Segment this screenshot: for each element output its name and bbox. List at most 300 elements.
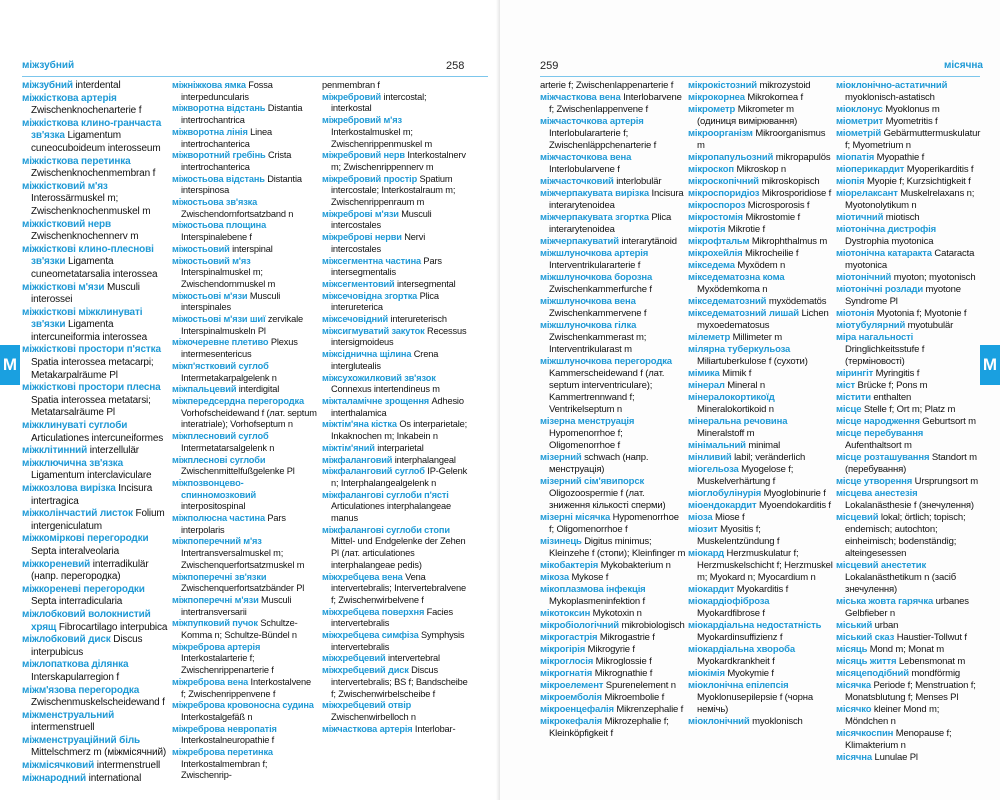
entry-headword: мінерал — [688, 380, 725, 391]
entry-headword: міжлобковий волокнистий хрящ — [22, 608, 151, 633]
dictionary-entry — [172, 314, 318, 337]
entry-translation: myoklonisch-astatisch — [845, 92, 935, 103]
header-rule-left — [22, 76, 488, 77]
dictionary-entry — [540, 512, 686, 536]
dictionary-entry — [172, 256, 318, 291]
entry-headword: мікростомія — [688, 212, 743, 223]
dictionary-entry — [22, 307, 168, 345]
entry-headword: міжкісткові простори п'ястка — [22, 344, 161, 356]
dictionary-entry — [688, 92, 834, 104]
entry-translation: Interlobularvene f — [549, 164, 620, 175]
entry-headword: міокардіальна хвороба — [688, 644, 795, 655]
dictionary-entry — [322, 724, 468, 736]
dictionary-entry — [688, 128, 834, 152]
dictionary-entry — [540, 296, 686, 320]
entry-headword: місячка — [836, 680, 871, 691]
entry-translation: Aufenthaltsort m — [845, 440, 912, 451]
entry-headword: міжлобковий диск — [22, 634, 111, 646]
entry-headword: міжчасточкова вена — [540, 152, 632, 163]
entry-translation: kleiner Mond m; Möndchen n — [845, 704, 940, 727]
entry-translation: intervertebral — [385, 653, 440, 664]
entry-translation: myotubulär — [905, 320, 954, 331]
dictionary-entry — [322, 291, 468, 314]
entry-headword: міжреброві нерви — [322, 232, 402, 243]
entry-translation: Incisura intertragica — [31, 483, 153, 507]
entry-translation: Mikrokornea f — [744, 92, 804, 103]
entry-translation: Interkostalnerv m; Zwischenrippennerv m — [331, 150, 466, 172]
dictionary-entry — [540, 80, 686, 92]
entry-translation: Myoglobinurie f — [761, 488, 826, 499]
entry-translation: Distantia intertrochantrica — [181, 103, 303, 126]
entry-translation: Incisura interarytenoidea — [549, 188, 684, 211]
dictionary-entry — [540, 536, 686, 560]
entry-translation: Spatia interossea metatarsi; Metatarsalräume Pl — [31, 394, 151, 419]
dictionary-entry — [836, 332, 982, 368]
entry-headword: мікроспороз — [688, 200, 746, 211]
dictionary-entry — [322, 572, 468, 607]
dictionary-entry — [540, 272, 686, 296]
entry-headword: міст — [836, 380, 856, 391]
entry-translation: Recessus intersigmoideus — [331, 325, 467, 348]
entry-headword: міжхребцева вена — [322, 571, 403, 582]
entry-translation: Miose f — [712, 512, 745, 523]
entry-translation: Myringitis f — [873, 368, 920, 379]
running-head-left: міжзубний — [22, 60, 75, 71]
entry-headword: міжтім'яна кістка — [322, 419, 397, 430]
entry-translation: Discus interpubicus — [31, 634, 143, 658]
entry-translation: interpositospinal — [181, 501, 246, 512]
right-column-2 — [688, 80, 834, 728]
entry-headword: міжпальцевий — [172, 384, 237, 395]
dictionary-entry — [322, 455, 468, 467]
entry-translation: Mikrometer m (одиниця вимірювання) — [697, 104, 798, 127]
dictionary-entry — [22, 659, 168, 684]
dictionary-entry — [322, 700, 468, 723]
dictionary-entry — [836, 80, 982, 104]
entry-headword: міокімія — [688, 668, 725, 679]
entry-translation: Spatia interossea metacarpi; Metakarpalräume Pl — [31, 357, 154, 381]
entry-headword: міжочеревне плетиво — [172, 337, 269, 348]
entry-translation: Muskelrelaxans n; Myotonolytikum n — [845, 188, 975, 211]
entry-translation: Mikrophthalmus m — [749, 236, 828, 247]
entry-translation: Adhesio interthalamica — [331, 395, 464, 418]
entry-translation: Myxödem n — [734, 260, 786, 271]
entry-headword: мікроспоридіоз — [688, 188, 760, 199]
entry-translation: interlobulär — [613, 176, 662, 187]
dictionary-entry — [322, 665, 468, 700]
entry-translation: intermenstruell — [31, 722, 95, 734]
dictionary-entry — [688, 488, 834, 500]
entry-headword: міоза — [688, 512, 713, 523]
entry-headword: мілеметр — [688, 332, 731, 343]
entry-translation: interparietal — [374, 442, 424, 453]
dictionary-entry — [688, 332, 834, 344]
entry-headword: міжменструальний — [22, 709, 115, 721]
entry-headword: містити — [836, 392, 871, 403]
entry-translation: interradikulär (напр. перегородка) — [31, 558, 149, 583]
entry-translation: Zwischendornfortsatzband n — [181, 208, 294, 219]
dictionary-entry — [322, 314, 468, 326]
entry-translation: Mikrogyrie f — [585, 644, 635, 655]
dictionary-entry — [688, 200, 834, 212]
dictionary-entry — [540, 476, 686, 512]
entry-translation: Ligamenta intercuneiformia interossea — [31, 319, 148, 343]
entry-headword: міотонія — [836, 308, 875, 319]
entry-headword: мінливий — [688, 452, 732, 463]
entry-headword: міжпередсердна перегородка — [172, 395, 304, 406]
entry-translation: Microsporosis f — [745, 200, 810, 211]
dictionary-entry — [688, 716, 834, 728]
dictionary-entry — [836, 668, 982, 680]
entry-headword: міжкореневий — [22, 558, 91, 570]
page-number-left: 258 — [446, 60, 465, 72]
entry-headword: міоглобулінурія — [688, 488, 762, 499]
entry-translation: Mikrosporidiose f — [759, 188, 832, 199]
entry-translation: Mykoplasmeninfektion f — [549, 596, 645, 607]
entry-headword: міжреброва невропатія — [172, 723, 277, 734]
entry-translation: minimal — [745, 440, 781, 451]
dictionary-entry — [22, 508, 168, 533]
entry-translation: mikropapulös — [773, 152, 831, 163]
entry-translation: Mond m; Monat m — [867, 644, 945, 655]
dictionary-entry — [322, 443, 468, 455]
entry-headword: міжкісткові м'язи — [22, 281, 105, 293]
entry-headword: міотонічна катаракта — [836, 248, 932, 259]
dictionary-entry — [172, 384, 318, 396]
entry-headword: місце утворення — [836, 476, 913, 487]
entry-translation: Ursprungsort m — [912, 476, 978, 487]
dictionary-entry — [540, 236, 686, 248]
entry-translation: Interlobarvene f; Zwischenlappenvene f — [549, 92, 682, 115]
dictionary-entry — [688, 464, 834, 488]
entry-translation: Interkostalvene f; Zwischenrippenvene f — [181, 676, 312, 699]
entry-translation: Zwischenkammervene f — [549, 308, 647, 319]
dictionary-entry — [688, 380, 834, 392]
entry-headword: міська жовта гарячка — [836, 596, 934, 607]
dictionary-entry — [172, 174, 318, 197]
entry-headword: міжсіднична щілина — [322, 349, 412, 360]
dictionary-entry — [22, 282, 168, 307]
entry-translation: Ligamentum cuneocuboideum interosseum — [31, 130, 161, 154]
entry-translation: Linea intertrochanterica — [181, 126, 273, 149]
entry-translation: zervikale Interspinalmuskeln Pl — [181, 314, 303, 336]
dictionary-entry — [836, 620, 982, 632]
entry-translation: Mikrocheilie f — [742, 248, 799, 259]
dictionary-entry — [540, 644, 686, 656]
entry-headword: міоклонус — [836, 104, 883, 115]
left-column-3 — [322, 80, 468, 735]
dictionary-entry — [540, 632, 686, 644]
dictionary-entry — [322, 209, 468, 232]
entry-translation: Facies intervertebralis — [331, 606, 453, 629]
entry-headword: мімика — [688, 368, 720, 379]
entry-translation: Vorhofscheidewand f (лат. septum interatriale); Vorhofseptum n — [181, 407, 317, 430]
dictionary-entry — [688, 584, 834, 596]
entry-headword: міжпоперечний м'яз — [172, 536, 262, 547]
right-page — [500, 0, 1000, 800]
entry-headword: міжчерпакувата вирізка — [540, 188, 649, 199]
entry-headword: міжчерпакуватий — [540, 236, 619, 247]
entry-translation: interphalangeal — [392, 454, 456, 465]
dictionary-entry — [172, 618, 318, 641]
entry-headword: мікротія — [688, 224, 726, 235]
entry-translation: Zwischenknochennerv m — [31, 231, 139, 243]
dictionary-entry — [836, 512, 982, 560]
entry-translation: Mikrostomie f — [742, 212, 800, 223]
dictionary-entry — [22, 118, 168, 156]
entry-translation: mikroskopisch — [758, 176, 820, 187]
entry-headword: міотубулярний — [836, 320, 906, 331]
entry-headword: міорелаксант — [836, 188, 898, 199]
dictionary-entry — [688, 164, 834, 176]
entry-headword: міокардіальна недостатність — [688, 620, 822, 631]
dictionary-entry — [540, 584, 686, 608]
dictionary-entry — [836, 104, 982, 116]
entry-headword: міоперикардит — [836, 164, 905, 175]
entry-headword: міжшлуночкова вена — [540, 296, 636, 307]
entry-headword: міжколінчастий листок — [22, 508, 133, 520]
dictionary-entry — [22, 445, 168, 458]
entry-translation: Pars intersegmentalis — [331, 255, 442, 278]
entry-translation: Mikroorganismus m — [697, 128, 826, 151]
dictionary-entry — [22, 685, 168, 710]
dictionary-entry — [836, 560, 982, 596]
dictionary-entry — [22, 80, 168, 93]
entry-translation: intermenstruell — [94, 760, 161, 772]
entry-headword: міжворотна відстань — [172, 103, 266, 114]
entry-headword: місячкоспин — [836, 728, 894, 739]
entry-translation: Miliartuberkulose f (сухоти) — [697, 356, 808, 367]
entry-headword: міжключична зв'язка — [22, 457, 124, 469]
entry-translation: urban — [872, 620, 899, 631]
entry-translation: Stelle f; Ort m; Platz m — [861, 404, 956, 415]
dictionary-entry — [172, 80, 318, 103]
entry-translation: Myokymie f — [724, 668, 774, 679]
entry-translation: Plica interureterica — [331, 290, 439, 313]
entry-translation: Septa interalveolaria — [31, 545, 120, 557]
entry-headword: мікоза — [540, 572, 569, 583]
dictionary-entry — [540, 692, 686, 704]
entry-headword: міжкісткові міжклинуваті зв'язки — [22, 306, 143, 331]
entry-translation: myoton; myotonisch — [891, 272, 976, 283]
entry-headword: міжкоміркові перегородки — [22, 533, 149, 545]
dictionary-entry — [688, 188, 834, 200]
entry-translation: Cataracta myotonica — [845, 248, 975, 271]
entry-headword: міжкістковий м'яз — [22, 180, 108, 192]
entry-headword: міжп'ястковий суглоб — [172, 360, 269, 371]
entry-translation: Myokardkrankheit f — [697, 656, 775, 667]
entry-translation: Interkostalmuskel m; Zwischenrippenmuskel m — [331, 126, 433, 149]
dictionary-entry — [322, 525, 468, 572]
thumb-index-tab-right: M — [980, 345, 1000, 385]
dictionary-entry — [688, 308, 834, 332]
entry-translation: urbanes Gelbfieber n — [845, 596, 969, 619]
dictionary-entry — [836, 320, 982, 332]
thumb-index-tab-left: M — [0, 345, 20, 385]
entry-translation: Spurenelement n — [603, 680, 676, 691]
entry-headword: міський — [836, 620, 873, 631]
dictionary-entry — [322, 466, 468, 489]
entry-headword: міжхребцева поверхня — [322, 606, 425, 617]
dictionary-entry — [172, 431, 318, 454]
entry-headword: міжостьова площина — [172, 220, 267, 231]
entry-translation: Mykobakterium n — [598, 560, 671, 571]
dictionary-entry — [22, 609, 168, 634]
entry-headword: міжм'язова перегородка — [22, 684, 140, 696]
dictionary-entry — [172, 455, 318, 478]
entry-headword: міжостьовий м'яз — [172, 255, 251, 266]
entry-headword: міжкістковий нерв — [22, 218, 112, 230]
entry-translation: Musculi interossei — [31, 281, 140, 306]
entry-headword: міжклинуваті суглоби — [22, 420, 128, 432]
entry-headword: міжчасточкова артерія — [540, 116, 644, 127]
entry-headword: міжчасткова артерія — [322, 723, 413, 734]
dictionary-entry — [172, 127, 318, 150]
entry-headword: міжшлуночкова перегородка — [540, 356, 672, 367]
entry-translation: Myoendokarditis f — [756, 500, 831, 511]
dictionary-entry — [172, 595, 318, 618]
entry-translation: schwach (напр. менструація) — [549, 452, 649, 475]
entry-headword: місяць — [836, 644, 868, 655]
dictionary-entry — [172, 197, 318, 220]
entry-translation: Mittelschmerz m (міжмісячний) — [31, 747, 167, 759]
entry-translation: Ligamentum interclaviculare — [31, 470, 152, 482]
dictionary-entry — [172, 103, 318, 126]
dictionary-entry — [836, 728, 982, 752]
dictionary-entry — [322, 630, 468, 653]
entry-translation: Os interparietale; Inkaknochen m; Inkabein n — [331, 419, 468, 442]
entry-headword: місце перебування — [836, 428, 924, 439]
dictionary-entry — [836, 368, 982, 380]
entry-headword: мізерна менструація — [540, 416, 635, 427]
entry-translation: Oligozoospermie f (лат. зниження кількості сперми) — [549, 488, 666, 511]
entry-headword: міоклонічна епілепсія — [688, 680, 789, 691]
entry-translation: Periode f; Menstruation f; Monatsblutung f; Menses Pl — [845, 680, 976, 703]
dictionary-entry — [836, 116, 982, 128]
dictionary-entry — [22, 244, 168, 282]
dictionary-entry — [836, 404, 982, 416]
entry-translation: Intertransversalmuskel m; Zwischenquerfortsatzmuskel m — [181, 548, 305, 570]
dictionary-entry — [836, 380, 982, 392]
entry-translation: Brücke f; Pons m — [855, 380, 928, 391]
dictionary-entry — [172, 677, 318, 700]
entry-headword: мікрогастрія — [540, 632, 598, 643]
entry-translation: myxödematös — [766, 296, 827, 307]
entry-translation: Myokarditis f — [734, 584, 789, 595]
dictionary-entry — [540, 116, 686, 152]
entry-translation: Mikrotie f — [725, 224, 765, 235]
dictionary-entry — [172, 396, 318, 431]
entry-headword: мінімальний — [688, 440, 746, 451]
entry-translation: Myometritis f — [883, 116, 938, 127]
entry-translation: Mikrogastrie f — [597, 632, 655, 643]
dictionary-entry — [540, 680, 686, 692]
entry-translation: Interspinalebene f — [181, 232, 252, 243]
entry-headword: міжкозлова вирізка — [22, 483, 116, 494]
entry-headword: місячко — [836, 704, 872, 715]
dictionary-entry — [836, 212, 982, 224]
entry-translation: intersegmental — [394, 278, 456, 289]
dictionary-entry — [836, 392, 982, 404]
entry-headword: місяцеподібний — [836, 668, 909, 679]
dictionary-entry — [172, 478, 318, 513]
entry-translation: Zwischenkammerast m; Interventrikularast m — [549, 332, 647, 355]
entry-headword: мікропапульозний — [688, 152, 774, 163]
entry-translation: Septa interradicularia — [31, 596, 123, 608]
dictionary-entry — [540, 248, 686, 272]
entry-headword: міжребровий простір — [322, 173, 418, 184]
dictionary-entry — [172, 291, 318, 314]
entry-translation: enthalten — [870, 392, 912, 403]
entry-translation: Myopie f; Kurzsichtigkeit f — [864, 176, 971, 187]
entry-translation: Herzmuskulatur f; Herzmuskelschicht f; Herzmuskel m; Myokard n; Myocardium n — [697, 548, 833, 583]
entry-translation: Interlobar- — [412, 723, 456, 734]
entry-translation: interzellulär — [87, 445, 139, 457]
running-head-right: місячна — [944, 60, 983, 71]
entry-translation: Mikrognathie f — [592, 668, 653, 679]
entry-translation: Mikrozephalie f; Kleinköpfigkeit f — [549, 716, 669, 739]
entry-translation: Myxödemkoma n — [697, 284, 768, 295]
entry-translation: myoklonisch — [749, 716, 803, 727]
entry-headword: міжменструаційний біль — [22, 734, 141, 746]
entry-headword: міжсечовідний — [322, 314, 389, 325]
dictionary-entry — [22, 735, 168, 760]
dictionary-entry — [836, 308, 982, 320]
entry-headword: міопія — [836, 176, 865, 187]
entry-translation: Gebärmuttermuskulatur f; Myometrium n — [845, 128, 981, 151]
entry-headword: міжлопаткова ділянка — [22, 659, 129, 671]
dictionary-entry — [322, 490, 468, 525]
entry-headword: міжреброва кровоносна судина — [172, 700, 314, 711]
entry-headword: міжчасточковий — [540, 176, 614, 187]
entry-headword: міжніжкова ямка — [172, 80, 246, 90]
entry-headword: міоендокардит — [688, 500, 757, 511]
dictionary-entry — [22, 344, 168, 382]
entry-headword: міжпоперечні зв'язки — [172, 571, 267, 582]
dictionary-entry — [688, 248, 834, 260]
entry-translation: Mikrenzephalie f — [613, 704, 684, 715]
entry-translation: Interkostalmembran f; Zwischenrip- — [181, 758, 268, 781]
entry-translation: Myokardinsuffizienz f — [697, 632, 783, 643]
entry-headword: міжкісткові простори плесна — [22, 382, 161, 394]
entry-headword: міжостьові м'язи — [172, 290, 248, 301]
dictionary-entry — [540, 608, 686, 620]
dictionary-entry — [172, 361, 318, 384]
dictionary-entry — [322, 80, 468, 92]
entry-headword: мізерні місячка — [540, 512, 611, 523]
entry-translation: Zwischenmuskelscheidewand f — [31, 697, 165, 709]
dictionary-entry — [322, 373, 468, 396]
entry-translation: Mikroglossie f — [593, 656, 652, 667]
entry-headword: міотичний — [836, 212, 884, 223]
dictionary-entry — [172, 513, 318, 536]
entry-headword: міотонічні розлади — [836, 284, 924, 295]
dictionary-entry — [172, 150, 318, 173]
entry-headword: міжфалангові суглоби стопи — [322, 524, 450, 535]
dictionary-entry — [836, 644, 982, 656]
dictionary-entry — [836, 128, 982, 152]
entry-headword: міжпоперечні м'язи — [172, 594, 259, 605]
entry-headword: міжпозвонцево-спинномозковий — [172, 477, 257, 500]
entry-translation: Interkostalneuropathie f — [181, 735, 275, 746]
entry-headword: міжостьовий — [172, 243, 230, 254]
dictionary-entry — [836, 284, 982, 308]
entry-headword: міогельоза — [688, 464, 739, 475]
dictionary-entry — [836, 488, 982, 512]
dictionary-entry — [322, 419, 468, 442]
entry-translation: Myoperikarditis f — [904, 164, 974, 175]
entry-headword: міжреброва вена — [172, 676, 249, 687]
